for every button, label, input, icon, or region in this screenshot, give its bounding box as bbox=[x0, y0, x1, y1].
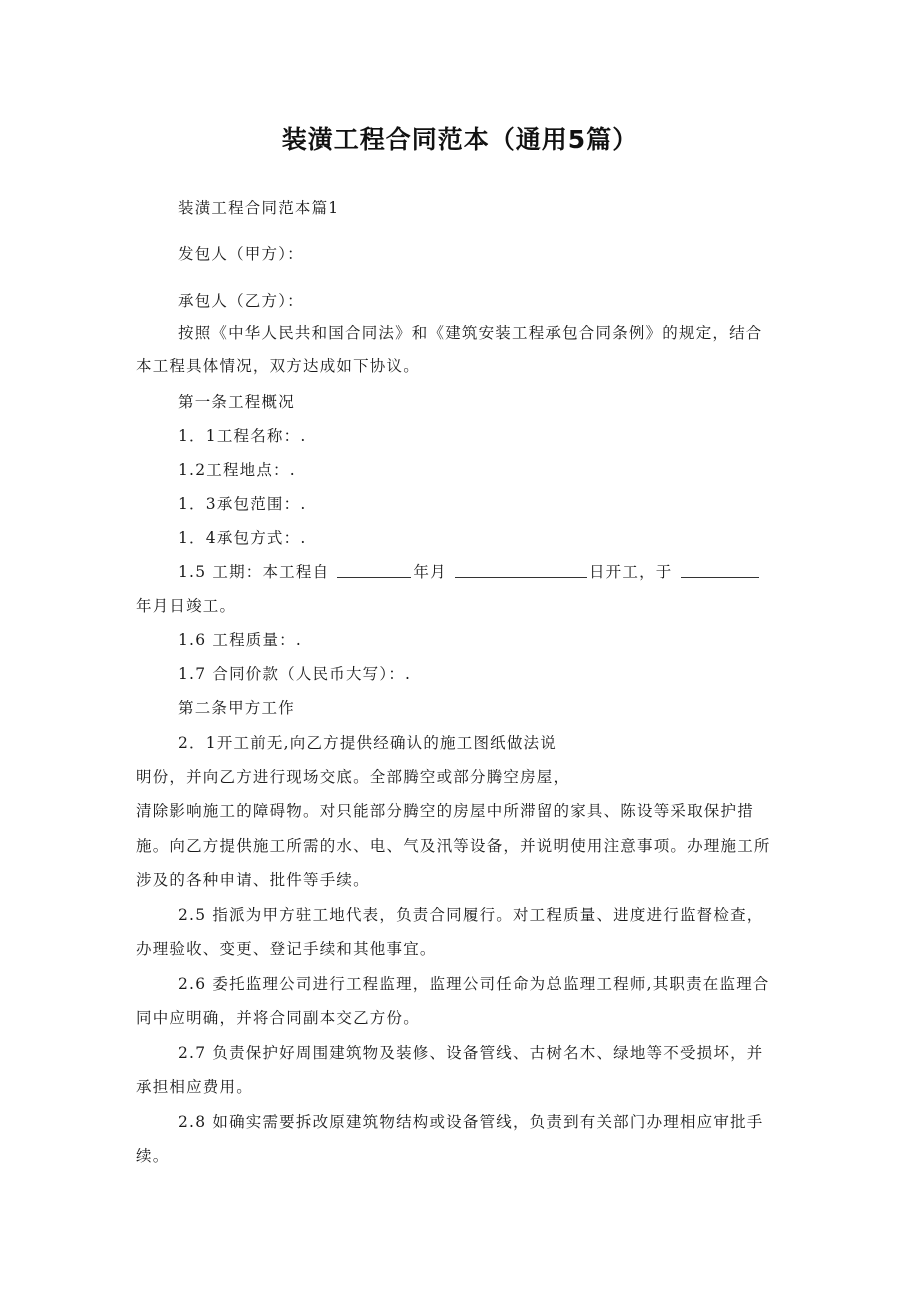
item-2-7-line-1: 2.7 负责保护好周围建筑物及装修、设备管线、古树名木、绿地等不受损坏，并 bbox=[178, 1044, 764, 1062]
item-2-8-line-2: 续。 bbox=[136, 1147, 170, 1165]
item-1-5-prefix: 1.5 工期：本工程自 bbox=[178, 563, 330, 581]
item-1-3: 1．3承包范围：. bbox=[178, 495, 307, 513]
item-1-5-part2: 年月 bbox=[413, 563, 447, 581]
item-1-5-cont: 年月日竣工。 bbox=[136, 597, 237, 615]
item-2-1-line-3: 清除影响施工的障碍物。对只能部分腾空的房屋中所滞留的家具、陈设等采取保护措 bbox=[136, 802, 754, 820]
item-1-6: 1.6 工程质量：. bbox=[178, 631, 303, 649]
item-2-6-line-1: 2.6 委托监理公司进行工程监理，监理公司任命为总监理工程师,其职责在监理合 bbox=[178, 975, 770, 993]
item-1-2: 1.2工程地点：. bbox=[178, 461, 296, 479]
article2-heading: 第二条甲方工作 bbox=[178, 699, 295, 717]
intro-line-2: 本工程具体情况，双方达成如下协议。 bbox=[136, 357, 420, 375]
item-1-7: 1.7 合同价款（人民币大写）：. bbox=[178, 665, 412, 683]
item-1-1: 1．1工程名称：. bbox=[178, 427, 307, 445]
intro-line-1: 按照《中华人民共和国合同法》和《建筑安装工程承包合同条例》的规定，结合 bbox=[178, 324, 763, 342]
party-b-label: 承包人（乙方）： bbox=[178, 292, 304, 310]
item-1-5-part3: 日开工，于 bbox=[588, 563, 673, 581]
item-2-8-line-1: 2.8 如确实需要拆改原建筑物结构或设备管线，负责到有关部门办理相应审批手 bbox=[178, 1113, 764, 1131]
page-title: 装潢工程合同范本（通用5篇） bbox=[281, 125, 639, 154]
item-1-4: 1．4承包方式：. bbox=[178, 529, 307, 547]
item-2-1-line-1: 2．1开工前无,向乙方提供经确认的施工图纸做法说 bbox=[178, 734, 557, 752]
blank-start-year bbox=[337, 563, 411, 578]
item-2-1-line-5: 涉及的各种申请、批件等手续。 bbox=[136, 871, 370, 889]
item-2-1-line-4: 施。向乙方提供施工所需的水、电、气及汛等设备，并说明使用注意事项。办理施工所 bbox=[136, 837, 771, 855]
item-2-1-line-2: 明份，并向乙方进行现场交底。全部腾空或部分腾空房屋， bbox=[136, 768, 571, 786]
blank-start-day bbox=[455, 563, 587, 578]
item-2-5-line-1: 2.5 指派为甲方驻工地代表，负责合同履行。对工程质量、进度进行监督检查， bbox=[178, 906, 764, 924]
party-a-label: 发包人（甲方）： bbox=[178, 245, 304, 263]
article1-heading: 第一条工程概况 bbox=[178, 393, 295, 411]
item-1-5 bbox=[178, 562, 761, 582]
section-heading: 装潢工程合同范本篇1 bbox=[178, 199, 340, 217]
item-2-7-line-2: 承担相应费用。 bbox=[136, 1078, 253, 1096]
blank-end-date bbox=[681, 563, 759, 578]
item-2-5-line-2: 办理验收、变更、登记手续和其他事宜。 bbox=[136, 940, 437, 958]
item-2-6-line-2: 同中应明确，并将合同副本交乙方份。 bbox=[136, 1009, 420, 1027]
